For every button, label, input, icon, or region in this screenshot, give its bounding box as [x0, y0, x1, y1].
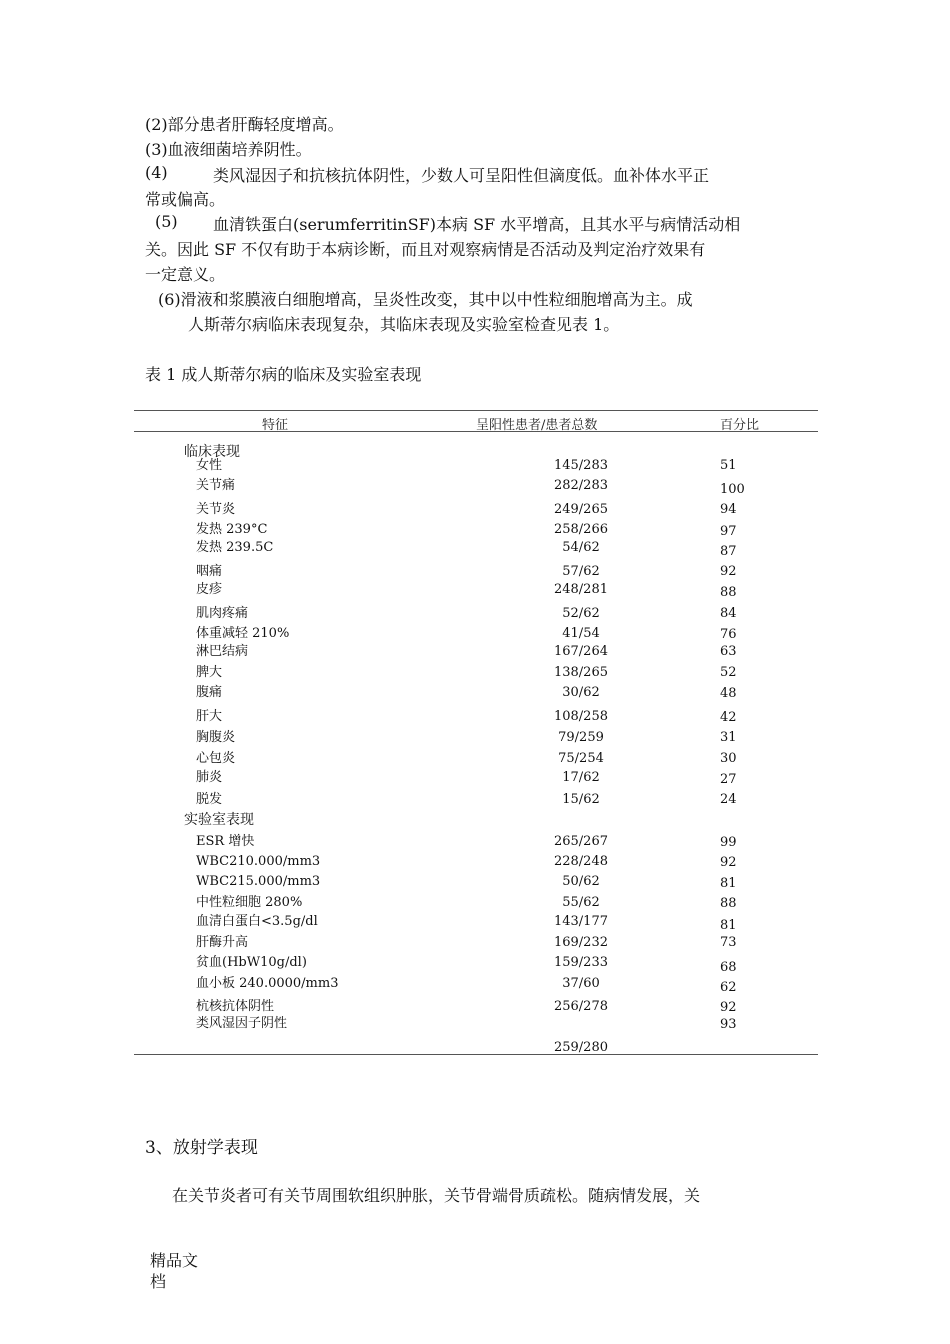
cell-percent: 68: [720, 960, 737, 975]
cell-percent: 76: [720, 627, 737, 642]
cell-ratio: 41/54: [562, 626, 600, 641]
cell-percent: 48: [720, 686, 737, 701]
footer-watermark: [150, 1250, 210, 1292]
cell-ratio: 30/62: [562, 685, 600, 700]
table-bottom-rule: [134, 1054, 818, 1055]
cell-percent: 30: [720, 751, 737, 766]
cell-ratio: 55/62: [562, 895, 600, 910]
paragraph-3: (3)血液细菌培养阴性。: [145, 140, 312, 159]
cell-percent: 73: [720, 935, 737, 950]
paragraph-6-line2: 人斯蒂尔病临床表现复杂，其临床表现及实验室检查见表 1。: [188, 315, 620, 334]
cell-feature: 皮疹: [196, 582, 223, 597]
cell-percent: 88: [720, 896, 737, 911]
cell-percent: 87: [720, 544, 737, 559]
cell-percent: 63: [720, 644, 737, 659]
cell-ratio: 138/265: [553, 665, 608, 680]
section-3-heading: 3、放射学表现: [145, 1138, 258, 1158]
cell-feature: 发热 239°C: [196, 522, 268, 537]
cell-feature: 贫血(HbW10g/dl): [196, 955, 307, 970]
cell-feature: 脾大: [196, 665, 223, 680]
footer-line-1: 精品文: [150, 1251, 199, 1270]
cell-feature: 肌肉疼痛: [196, 606, 249, 621]
cell-feature: 血清白蛋白<3.5g/dl: [196, 914, 318, 929]
cell-percent: 88: [720, 585, 737, 600]
cell-feature: 关节痛: [196, 478, 236, 493]
cell-percent: 51: [720, 458, 737, 473]
cell-percent: 81: [720, 876, 737, 891]
cell-feature: 肝大: [196, 709, 223, 724]
paragraph-4-line2: 常或偏高。: [145, 190, 226, 209]
cell-feature: 肺炎: [196, 770, 223, 785]
cell-ratio: 143/177: [553, 914, 608, 929]
cell-percent: 24: [720, 792, 737, 807]
cell-feature: 心包炎: [196, 751, 236, 766]
cell-ratio: 228/248: [553, 854, 608, 869]
column-header-percent: 百分比: [720, 418, 760, 433]
cell-ratio: 249/265: [553, 502, 608, 517]
cell-percent: 84: [720, 606, 737, 621]
footer-line-2: 档: [150, 1272, 167, 1291]
cell-feature: 体重减轻 210%: [196, 626, 290, 641]
cell-ratio: 258/266: [553, 522, 608, 537]
cell-ratio: 282/283: [553, 478, 608, 493]
cell-ratio: 57/62: [562, 564, 600, 579]
cell-percent: 92: [720, 1000, 737, 1015]
cell-ratio: 75/254: [558, 751, 604, 766]
cell-feature: 杭核抗体阴性: [196, 999, 275, 1014]
paragraph-5-line1: 血清铁蛋白(serumferritinSF)本病 SF 水平增高，且其水平与病情活动相: [213, 215, 741, 234]
section-lab: 实验室表现: [184, 812, 254, 828]
cell-percent: 97: [720, 524, 737, 539]
cell-feature: 咽痛: [196, 564, 223, 579]
cell-percent: 99: [720, 835, 737, 850]
cell-percent: 62: [720, 980, 737, 995]
cell-feature: 胸腹炎: [196, 730, 236, 745]
cell-ratio: 169/232: [553, 935, 608, 950]
section-clinical: 临床表现: [184, 444, 240, 460]
cell-ratio: 259/280: [553, 1040, 608, 1055]
cell-percent: 93: [720, 1017, 737, 1032]
cell-feature: WBC210.000/mm3: [196, 854, 321, 869]
cell-percent: 42: [720, 710, 737, 725]
cell-ratio: 37/60: [562, 976, 600, 991]
cell-feature: 中性粒细胞 280%: [196, 895, 303, 910]
cell-feature: 淋巴结病: [196, 644, 249, 659]
table-top-rule: [134, 410, 818, 411]
cell-feature: WBC215.000/mm3: [196, 874, 321, 889]
cell-feature: ESR 增快: [196, 834, 255, 849]
paragraph-2: (2)部分患者肝酶轻度增高。: [145, 115, 344, 134]
paragraph-6-line1: (6)滑液和浆膜液白细胞增高，呈炎性改变，其中以中性粒细胞增高为主。成: [158, 290, 693, 309]
cell-percent: 31: [720, 730, 737, 745]
paragraph-4-line1: 类风湿因子和抗核抗体阴性，少数人可呈阳性但滴度低。血补体水平正: [213, 166, 710, 185]
paragraph-5-line2: 关。因此 SF 不仅有助于本病诊断，而且对观察病情是否活动及判定治疗效果有: [145, 240, 706, 259]
cell-percent: 92: [720, 855, 737, 870]
cell-percent: 94: [720, 502, 737, 517]
cell-ratio: 52/62: [562, 606, 600, 621]
cell-feature: 类风湿因子阴性: [196, 1016, 288, 1031]
cell-percent: 52: [720, 665, 737, 680]
cell-percent: 92: [720, 564, 737, 579]
table-caption: 表 1 成人斯蒂尔病的临床及实验室表现: [145, 365, 422, 384]
cell-ratio: 248/281: [553, 582, 608, 597]
cell-feature: 腹痛: [196, 685, 223, 700]
cell-feature: 血小板 240.0000/mm3: [196, 976, 339, 991]
cell-percent: 81: [720, 918, 737, 933]
cell-ratio: 145/283: [553, 458, 608, 473]
cell-ratio: 256/278: [553, 999, 608, 1014]
cell-ratio: 50/62: [562, 874, 600, 889]
cell-feature: 女性: [196, 458, 223, 473]
cell-ratio: 15/62: [562, 792, 600, 807]
cell-ratio: 159/233: [553, 955, 608, 970]
paragraph-4-number: (4): [145, 163, 168, 182]
cell-percent: 27: [720, 772, 737, 787]
cell-feature: 脱发: [196, 792, 223, 807]
cell-ratio: 108/258: [553, 709, 608, 724]
cell-ratio: 79/259: [558, 730, 604, 745]
section-3-text: 在关节炎者可有关节周围软组织肿胀，关节骨端骨质疏松。随病情发展，关: [172, 1186, 701, 1205]
column-header-ratio: 呈阳性患者/患者总数: [476, 418, 598, 433]
cell-ratio: 17/62: [562, 770, 600, 785]
paragraph-5-number: (5): [155, 212, 178, 231]
cell-feature: 发热 239.5C: [196, 540, 274, 555]
cell-ratio: 265/267: [553, 834, 608, 849]
cell-ratio: 54/62: [562, 540, 600, 555]
paragraph-5-line3: 一定意义。: [145, 265, 226, 284]
cell-feature: 关节炎: [196, 502, 236, 517]
cell-ratio: 167/264: [553, 644, 608, 659]
column-header-feature: 特征: [262, 418, 289, 433]
cell-percent: 100: [720, 482, 745, 497]
cell-feature: 肝酶升高: [196, 935, 249, 950]
